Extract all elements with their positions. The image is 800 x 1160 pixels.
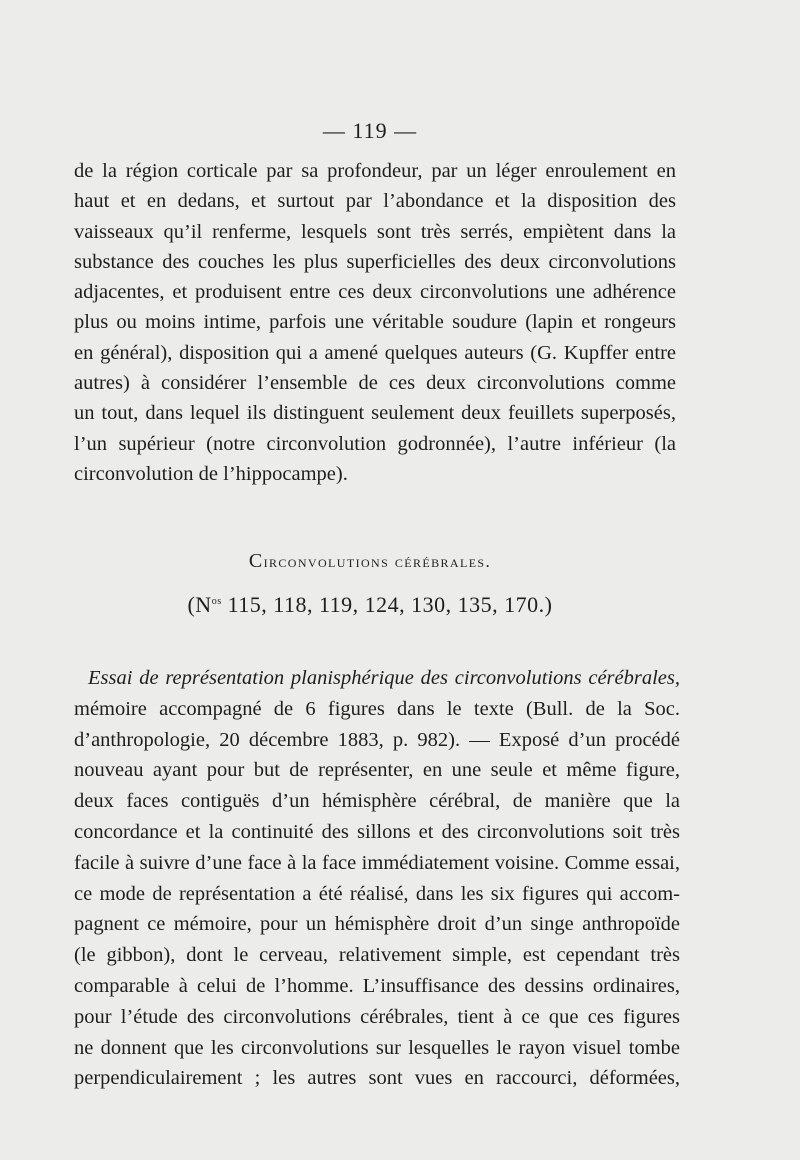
text-line: (le gibbon), dont le cerveau, relativement simple, est cependant très — [74, 944, 680, 967]
text-line: facile à suivre d’une face à la face immédiatement voisine. Comme essai, — [74, 851, 680, 874]
italic-title-line — [74, 663, 680, 694]
page-number: — 119 — — [322, 118, 418, 143]
text-line: de la région corticale par sa profondeur, par un léger enroulement en — [74, 160, 676, 182]
text-line: concordance et la continuité des sillons et des circonvolutions soit très — [74, 820, 680, 843]
text-line: pour l’étude des circonvolutions cérébrales, tient à ce que ces figures — [74, 1005, 680, 1028]
text-line: un tout, dans lequel ils distinguent seulement deux feuillets superposés, — [74, 402, 676, 425]
section-heading-rest: irconvolutions cérébrales. — [263, 552, 492, 571]
references-superscript: os — [211, 596, 222, 607]
text-line: deux faces contiguës d’un hémisphère cérébral, de manière que la — [74, 790, 680, 813]
section-heading-initial: C — [248, 550, 264, 572]
text-line: autres) à considérer l’ensemble de ces deux circonvolutions comme — [74, 372, 676, 395]
text-line: perpendiculairement ; les autres sont vues en raccourci, déformées, — [74, 1067, 680, 1090]
text-line: en général), disposition qui a amené quelques auteurs (G. Kupffer entre — [74, 341, 676, 364]
text-line: ce mode de représentation a été réalisé, dans les six figures qui accom- — [74, 882, 680, 905]
text-line: substance des couches les plus superficielles des deux circonvolutions — [74, 250, 676, 273]
paragraph-essai — [74, 663, 680, 1094]
text-line: circonvolution de l’hippocampe). — [74, 462, 348, 485]
paragraph-hippocampus — [74, 156, 676, 489]
text-line: nouveau ayant pour but de représenter, en une seule et même figure, — [74, 759, 680, 782]
text-line: adjacentes, et produisent entre ces deux circonvolutions une adhérence — [74, 281, 676, 304]
references-numbers: 115, 118, 119, 124, 130, 135, 170.) — [221, 592, 553, 617]
text-line: l’un supérieur (notre circonvolution godronnée), l’autre inférieur (la — [74, 432, 676, 455]
text-line: plus ou moins intime, parfois une véritable soudure (lapin et rongeurs — [74, 311, 676, 334]
section-references — [0, 592, 740, 618]
text-line: d’anthropologie, 20 décembre 1883, p. 982). — Exposé d’un procédé — [74, 728, 680, 751]
text-line: mémoire accompagné de 6 figures dans le texte (Bull. de la Soc. — [74, 697, 680, 720]
references-prefix: (N — [187, 592, 212, 617]
text-line: comparable à celui de l’homme. L’insuffisance des dessins ordinaires, — [74, 974, 680, 997]
italic-title: Essai de représentation planisphérique des circonvolutions cérébrales, — [88, 667, 680, 689]
text-line: ne donnent que les circonvolutions sur lesquelles le rayon visuel tombe — [74, 1036, 680, 1059]
text-line: pagnent ce mémoire, pour un hémisphère droit d’un singe anthropoïde — [74, 913, 680, 936]
section-heading — [0, 550, 740, 573]
text-line: haut et en dedans, et surtout par l’abondance et la disposition des — [74, 190, 676, 213]
text-line: vaisseaux qu’il renferme, lesquels sont très serrés, empiètent dans la — [74, 220, 676, 243]
